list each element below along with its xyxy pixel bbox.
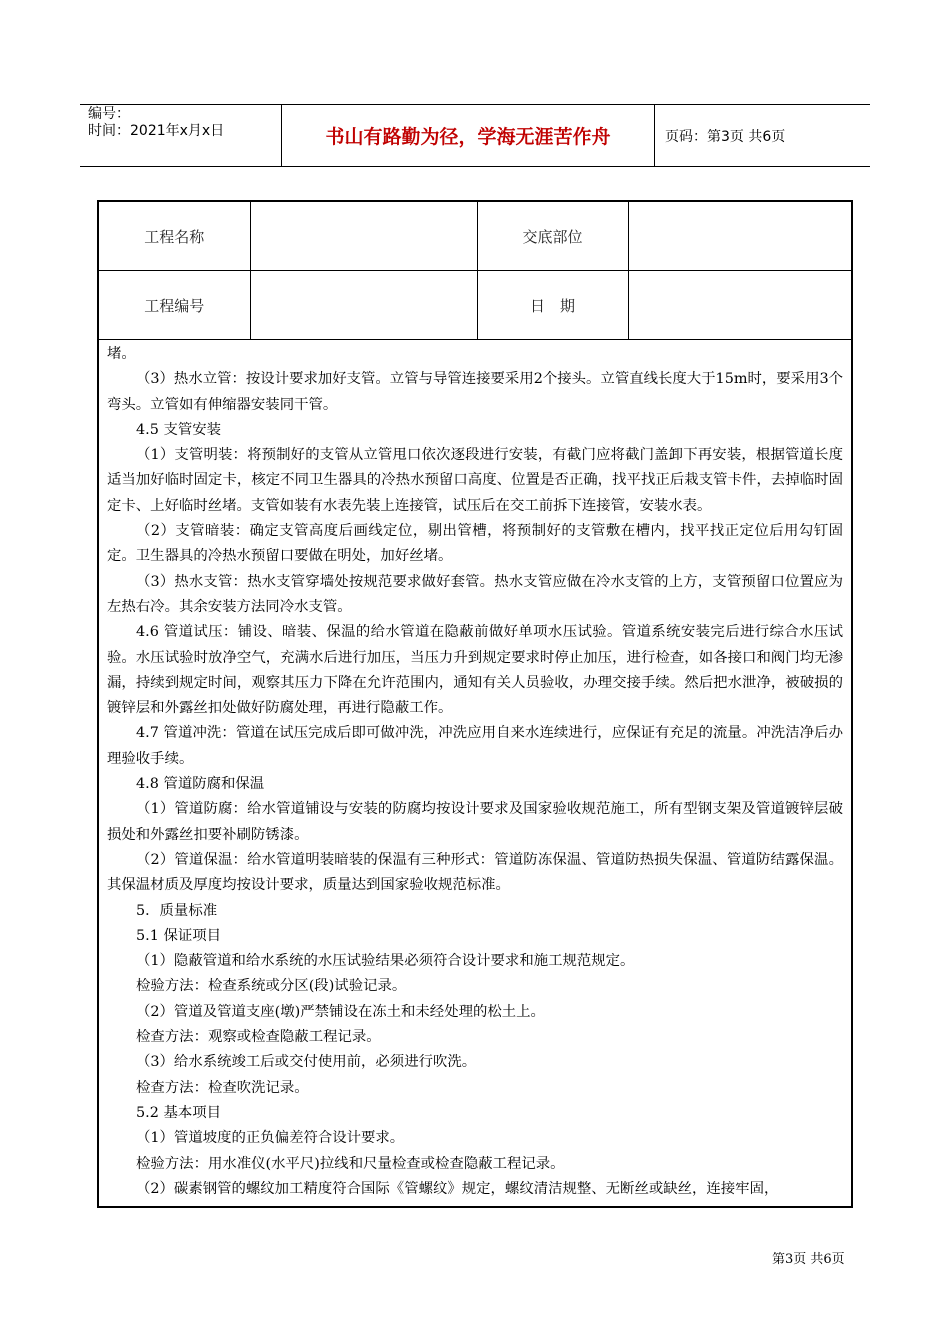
paragraph: （1）隐蔽管道和给水系统的水压试验结果必须符合设计要求和施工规范规定。 bbox=[136, 953, 635, 970]
paragraph: （3）给水系统竣工后或交付使用前，必须进行吹洗。 bbox=[136, 1054, 477, 1071]
project-number-label: 工程编号 bbox=[99, 271, 250, 340]
header-meta-cell bbox=[80, 105, 282, 166]
paragraph: 5.2 基本项目 bbox=[136, 1104, 222, 1121]
paragraph: 检验方法：用水准仪(水平尺)拉线和尺量检查或检查隐蔽工程记录。 bbox=[136, 1155, 565, 1172]
paragraph: 4.5 支管安装 bbox=[136, 421, 222, 438]
paragraph: （3）热水支管：热水支管穿墙处按规范要求做好套管。热水支管应做在冷水支管的上方，支管预留口位置应为左热右冷。其余安装方法同冷水支管。 bbox=[107, 573, 843, 615]
project-info-table bbox=[99, 202, 851, 340]
header-page-info: 页码：第3页 共6页 bbox=[665, 128, 786, 145]
paragraph: 4.6 管道试压：铺设、暗装、保温的给水管道在隐蔽前做好单项水压试验。管道系统安装完后进行综合水压试验。水压试验时放净空气，充满水后进行加压，当压力升到规定要求时停止加压，进行检查，如各接口和阀门均无渗漏，持续到规定时间，观察其压力下降在允许范围内，通知有关人员验收，办理交接手续。然后把水泄净，被破损的镀锌层和外露丝扣处做好防腐处理，再进行隐蔽工作。 bbox=[107, 624, 843, 717]
document-time-label: 时间：2021年x月x日 bbox=[88, 123, 225, 139]
project-name-value bbox=[250, 202, 477, 271]
paragraph: （3）热水立管：按设计要求加好支管。立管与导管连接要采用2个接头。立管直线长度大于15m时，要采用3个弯头。立管如有伸缩器安装同干管。 bbox=[107, 371, 844, 413]
paragraph: 4.8 管道防腐和保温 bbox=[136, 776, 265, 793]
paragraph: （2）管道及管道支座(墩)严禁铺设在冻土和未经处理的松土上。 bbox=[136, 1003, 545, 1020]
handover-part-label: 交底部位 bbox=[477, 202, 628, 271]
page-footer: 第3页 共6页 bbox=[772, 1252, 845, 1267]
table-row bbox=[99, 202, 851, 271]
paragraph: 检验方法：检查系统或分区(段)试验记录。 bbox=[136, 978, 407, 995]
page-header bbox=[80, 104, 870, 167]
date-label: 日 期 bbox=[477, 271, 628, 340]
paragraph: （1）管道坡度的正负偏差符合设计要求。 bbox=[136, 1130, 405, 1147]
project-name-label: 工程名称 bbox=[99, 202, 250, 271]
table-row bbox=[99, 271, 851, 340]
document-content bbox=[99, 340, 851, 1202]
paragraph: （2）管道保温：给水管道明装暗装的保温有三种形式：管道防冻保温、管道防热损失保温、管道防结露保温。其保温材质及厚度均按设计要求，质量达到国家验收规范标准。 bbox=[107, 851, 843, 894]
paragraph: 检查方法：检查吹洗记录。 bbox=[136, 1079, 309, 1096]
paragraph: （1）支管明装：将预制好的支管从立管甩口依次逐段进行安装，有截门应将截门盖卸下再安装，根据管道长度适当加好临时固定卡，核定不同卫生器具的冷热水预留口高度、位置是否正确，找平找正后栽支管卡件，去掉临时固定卡、上好临时丝堵。支管如装有水表先装上连接管，试压后在交工前拆下连接管，安装水表。 bbox=[107, 447, 843, 514]
date-value bbox=[628, 271, 851, 340]
handover-part-value bbox=[628, 202, 851, 271]
project-number-value bbox=[250, 271, 477, 340]
paragraph: 5．质量标准 bbox=[136, 902, 218, 919]
paragraph: 检查方法：观察或检查隐蔽工程记录。 bbox=[136, 1029, 381, 1046]
paragraph: 5.1 保证项目 bbox=[136, 927, 222, 944]
paragraph: 4.7 管道冲洗：管道在试压完成后即可做冲洗，冲洗应用自来水连续进行，应保证有充足的流量。冲洗洁净后办理验收手续。 bbox=[107, 725, 843, 767]
paragraph: 堵。 bbox=[107, 346, 136, 362]
paragraph: （1）管道防腐：给水管道铺设与安装的防腐均按设计要求及国家验收规范施工，所有型钢支架及管道镀锌层破损处和外露丝扣要补刷防锈漆。 bbox=[107, 801, 843, 843]
paragraph: （2）支管暗装：确定支管高度后画线定位，剔出管槽，将预制好的支管敷在槽内，找平找正定位后用勾钉固定。卫生器具的冷热水预留口要做在明处，加好丝堵。 bbox=[107, 523, 843, 565]
document-number-label: 编号： bbox=[88, 106, 130, 122]
document-body bbox=[97, 200, 853, 1208]
header-slogan: 书山有路勤为径，学海无涯苦作舟 bbox=[282, 105, 655, 166]
paragraph: （2）碳素钢管的螺纹加工精度符合国际《管螺纹》规定，螺纹清洁规整、无断丝或缺丝，连接牢固， bbox=[136, 1180, 779, 1197]
